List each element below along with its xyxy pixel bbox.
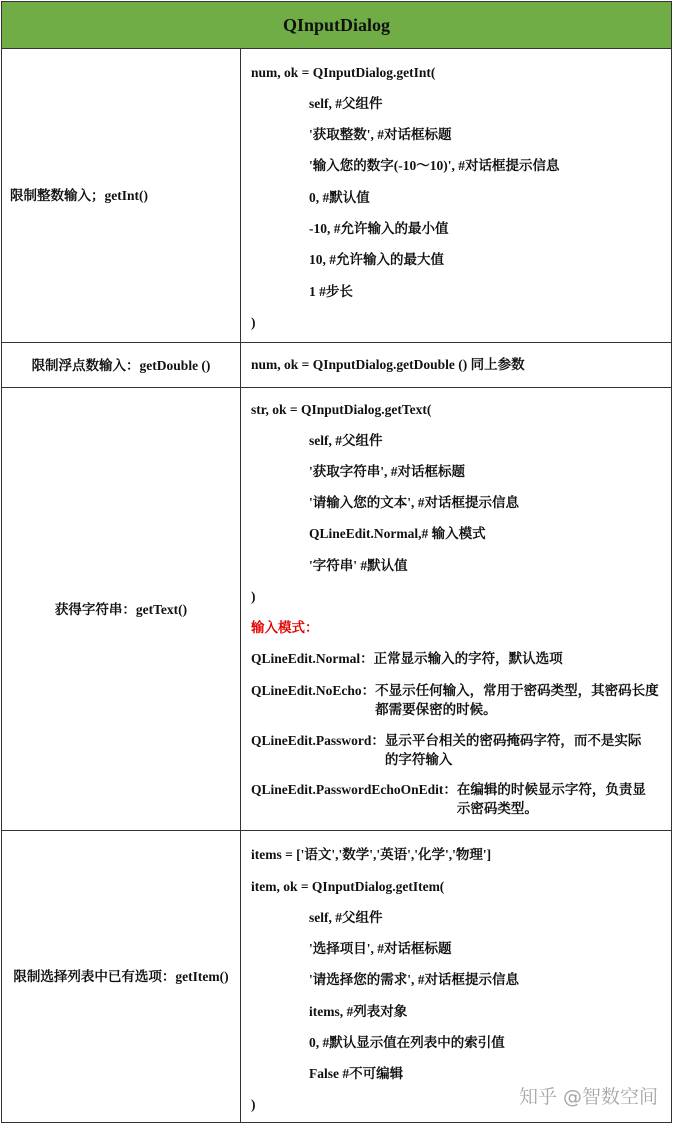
code-line: -10, #允许输入的最小值 — [309, 221, 449, 236]
code-line: ) — [251, 315, 256, 330]
code-line: self, #父组件 — [309, 910, 383, 925]
code-line: '获取字符串', #对话框标题 — [309, 464, 466, 479]
mode-item — [251, 731, 661, 769]
table-row-gettext — [2, 388, 671, 831]
mode-desc: 不显示任何输入，常用于密码类型，其密码长度都需要保密的时候。 — [375, 683, 659, 717]
code-line: self, #父组件 — [309, 96, 383, 111]
code-line: 0, #默认显示值在列表中的索引值 — [309, 1035, 505, 1050]
mode-item — [251, 681, 661, 719]
code-line: 10, #允许输入的最大值 — [309, 252, 444, 267]
mode-desc: 在编辑的时候显示字符，负责显示密码类型。 — [456, 782, 646, 816]
qinputdialog-table — [1, 1, 672, 1123]
row-label-gettext: 获得字符串：getText() — [2, 388, 241, 830]
code-line: ) — [251, 589, 256, 604]
mode-name: QLineEdit.Normal： — [251, 651, 374, 666]
table-row-getdouble — [2, 343, 671, 388]
code-line: QLineEdit.Normal,# 输入模式 — [309, 526, 486, 541]
code-line: items = ['语文','数学','英语','化学','物理'] — [251, 847, 492, 862]
code-line: '输入您的数字(-10～10)', #对话框提示信息 — [309, 158, 560, 173]
code-line: ) — [251, 1097, 256, 1112]
code-line: self, #父组件 — [309, 433, 383, 448]
code-line: False #不可编辑 — [309, 1066, 404, 1081]
input-mode-heading: 输入模式： — [251, 620, 319, 635]
mode-item — [251, 780, 661, 818]
mode-name: QLineEdit.PasswordEchoOnEdit： — [251, 782, 457, 797]
table-header: QInputDialog — [2, 2, 671, 49]
watermark: 知乎 @智数空间 — [518, 1086, 658, 1108]
row-label-getitem: 限制选择列表中已有选项：getItem() — [2, 831, 241, 1122]
row-label-getdouble: 限制浮点数输入：getDouble () — [2, 343, 241, 387]
mode-item — [251, 650, 563, 668]
mode-desc: 正常显示输入的字符，默认选项 — [373, 651, 563, 666]
code-line: str, ok = QInputDialog.getText( — [251, 402, 432, 417]
code-line: num, ok = QInputDialog.getDouble () 同上参数 — [251, 357, 525, 372]
code-line: '获取整数', #对话框标题 — [309, 127, 452, 142]
table-row-getitem — [2, 831, 671, 1122]
row-code-getint — [242, 49, 671, 342]
mode-desc: 显示平台相关的密码掩码字符，而不是实际的字符输入 — [384, 733, 642, 767]
code-line: '请选择您的需求', #对话框提示信息 — [309, 972, 520, 987]
row-code-getitem — [242, 831, 671, 1122]
row-code-getdouble — [242, 343, 671, 387]
mode-name: QLineEdit.NoEcho： — [251, 683, 376, 698]
code-line: item, ok = QInputDialog.getItem( — [251, 879, 445, 894]
code-line: 0, #默认值 — [309, 190, 370, 205]
code-line: '请输入您的文本', #对话框提示信息 — [309, 495, 520, 510]
code-line: '字符串' #默认值 — [309, 558, 408, 573]
code-line: '选择项目', #对话框标题 — [309, 941, 452, 956]
mode-name: QLineEdit.Password： — [251, 733, 385, 748]
code-line: 1 #步长 — [309, 284, 353, 299]
code-line: items, #列表对象 — [309, 1004, 408, 1019]
row-code-gettext — [242, 388, 671, 830]
table-row-getint — [2, 49, 671, 343]
code-line: num, ok = QInputDialog.getInt( — [251, 65, 436, 80]
row-label-getint: 限制整数输入；getInt() — [2, 49, 241, 342]
